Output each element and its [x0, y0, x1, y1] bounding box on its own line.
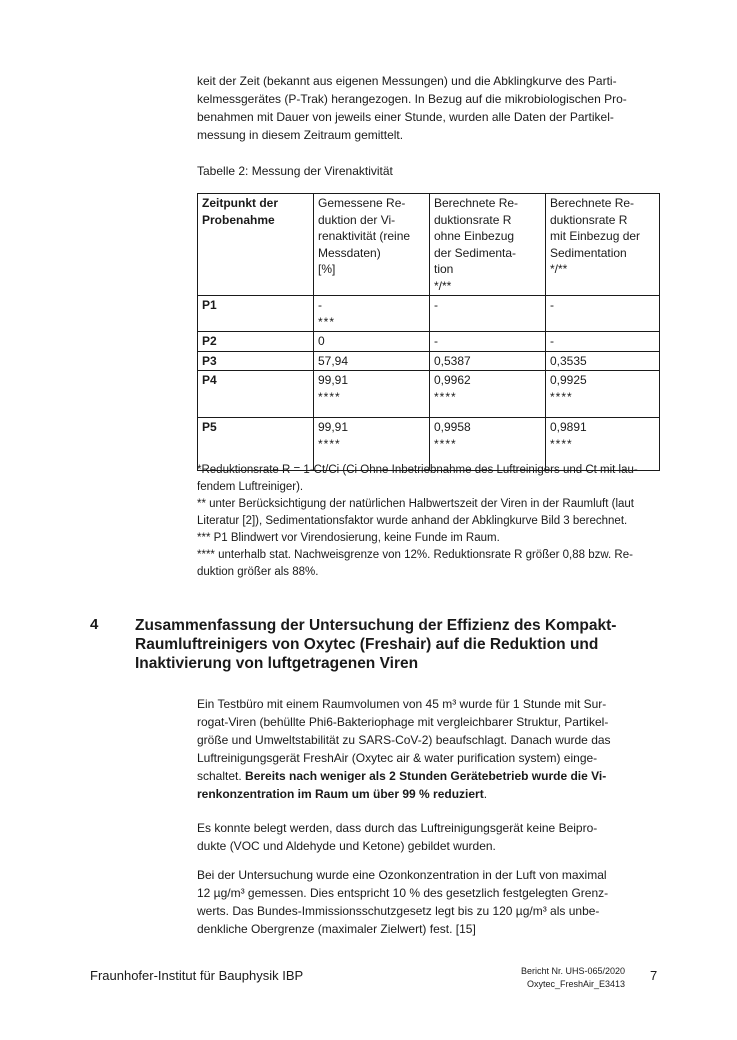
table-cell [430, 351, 546, 371]
footer-institute: Fraunhofer-Institut für Bauphysik IBP [90, 968, 304, 983]
row-label: P3 [198, 351, 314, 371]
header-line: Berechnete Re- [434, 196, 519, 210]
cell-value: - [434, 298, 438, 312]
table-row [198, 332, 660, 352]
cell-note: **** [550, 436, 573, 451]
text-line: 12 µg/m³ gemessen. Dies entspricht 10 % des gesetzlich festgelegten Grenz- [197, 886, 609, 900]
table-cell [546, 332, 660, 352]
header-line: der Sedimenta- [434, 245, 517, 260]
header-line: [%] [318, 262, 336, 276]
footnote-line: ** unter Berücksichtigung der natürlichen Halbwertszeit der Viren in der Raumluft (laut [197, 498, 635, 510]
cell-value: - [550, 298, 554, 312]
table-caption: Tabelle 2: Messung der Virenaktivität [197, 164, 393, 178]
page-number: 7 [650, 968, 658, 983]
text-line: keit der Zeit (bekannt aus eigenen Messungen) und die Abklingkurve des Parti- [197, 74, 617, 88]
table-header-row [198, 194, 660, 296]
header-line: Gemessene Re- [318, 196, 406, 210]
header-line: duktionsrate R [550, 212, 628, 227]
plain-text: schaltet. [197, 769, 246, 783]
footnote-line: **** unterhalb stat. Nachweisgrenze von 12%. Reduktionsrate R größer 0,88 bzw. Re- [197, 549, 633, 561]
table-cell [314, 332, 430, 352]
table-row [198, 371, 660, 418]
cell-value: 0 [318, 334, 325, 348]
cell-value: 0,9962 [434, 373, 471, 387]
footer-report-info [480, 965, 625, 991]
table-cell [430, 332, 546, 352]
cell-value: - [434, 334, 438, 348]
header-rate-with-sedimentation [546, 194, 660, 296]
table-cell [430, 296, 546, 332]
cell-value: 0,9958 [434, 420, 471, 434]
table-row [198, 296, 660, 332]
text-line: Bei der Untersuchung wurde eine Ozonkonzentration in der Luft von maximal [197, 868, 607, 882]
text-line: dukte (VOC und Aldehyde und Ketone) gebildet wurden. [197, 839, 496, 853]
summary-paragraph-2 [197, 819, 659, 855]
cell-note: *** [318, 314, 336, 329]
text-line: Ein Testbüro mit einem Raumvolumen von 45 m³ wurde für 1 Stunde mit Sur- [197, 697, 607, 711]
text-line: benahmen mit Dauer von jeweils einer Stunde, wurden alle Daten der Partikel- [197, 110, 614, 124]
section-number: 4 [90, 616, 99, 633]
cell-value: 0,5387 [434, 353, 471, 368]
header-line: tion [434, 262, 454, 276]
cell-note: **** [318, 389, 341, 404]
summary-paragraph-1 [197, 695, 659, 803]
cell-value: - [318, 298, 322, 312]
table-cell [314, 371, 430, 418]
row-label: P5 [198, 418, 314, 471]
cell-value: 99,91 [318, 373, 349, 387]
text-line: größe und Umweltstabilität zu SARS-CoV-2) beaufschlagt. Danach wurde das [197, 733, 611, 747]
footnote-line: duktion größer als 88%. [197, 566, 319, 578]
cell-value: 57,94 [318, 353, 349, 368]
text-line-mixed [197, 767, 659, 785]
table-row [198, 351, 660, 371]
heading-line: Inaktivierung von luftgetragenen Viren [135, 655, 419, 672]
row-label: P2 [198, 332, 314, 352]
cell-value: 0,9891 [550, 420, 587, 434]
heading-line: Zusammenfassung der Untersuchung der Effizienz des Kompakt- [135, 617, 617, 634]
bold-highlight: renkonzentration im Raum um über 99 % reduziert [197, 787, 484, 801]
cell-value: - [550, 334, 554, 348]
cell-note: **** [434, 436, 457, 451]
row-label: P4 [198, 371, 314, 418]
header-sampling-time [198, 194, 314, 296]
table-cell [314, 296, 430, 332]
footer-file-name: Oxytec_FreshAir_E3413 [526, 979, 625, 989]
footer-report-number: Bericht Nr. UHS-065/2020 [520, 966, 625, 976]
header-line: Sedimentation [550, 245, 627, 260]
footnote-line: *** P1 Blindwert vor Virendosierung, keine Funde im Raum. [197, 532, 500, 544]
intro-paragraph [197, 72, 659, 144]
table-cell [546, 296, 660, 332]
text-line: werts. Das Bundes-Immissionsschutzgesetz legt bis zu 120 µg/m³ als unbe- [197, 904, 600, 918]
header-measured-reduction [314, 194, 430, 296]
table-cell [430, 371, 546, 418]
virus-activity-table [197, 193, 660, 471]
cell-note: **** [550, 389, 573, 404]
summary-paragraph-3 [197, 866, 659, 938]
bold-highlight: Bereits nach weniger als 2 Stunden Gerätebetrieb wurde die Vi- [245, 769, 607, 783]
header-line: ohne Einbezug [434, 229, 515, 243]
table-cell [546, 371, 660, 418]
footnote-line: *Reduktionsrate R = 1-Ct/Ci (Ci Ohne Inbetriebnahme des Luftreinigers und Ct mit lau- [197, 464, 638, 476]
header-line: Berechnete Re- [550, 196, 635, 210]
header-rate-without-sedimentation [430, 194, 546, 296]
cell-value: 99,91 [318, 420, 349, 434]
footnote-line: fendem Luftreiniger). [197, 481, 304, 493]
header-line: */** [550, 262, 568, 276]
text-line: rogat-Viren (behüllte Phi6-Bakteriophage mit vergleichbarer Struktur, Partikel- [197, 715, 609, 729]
cell-note: **** [434, 389, 457, 404]
header-line: Probenahme [202, 212, 275, 227]
header-line: Zeitpunkt der [202, 196, 279, 210]
heading-line: Raumluftreinigers von Oxytec (Freshair) auf die Reduktion und [135, 636, 599, 653]
plain-text: . [483, 787, 488, 801]
cell-value: 0,9925 [550, 373, 587, 387]
header-line: renaktivität (reine [318, 229, 411, 243]
text-line-mixed [197, 785, 659, 803]
text-line: Es konnte belegt werden, dass durch das Luftreinigungsgerät keine Beipro- [197, 821, 598, 835]
table-cell [546, 351, 660, 371]
cell-value: 0,3535 [550, 353, 587, 368]
row-label: P1 [198, 296, 314, 332]
footnote-line: Literatur [2]), Sedimentationsfaktor wurde anhand der Abklingkurve Bild 3 berechnet. [197, 515, 628, 527]
text-line: kelmessgerätes (P-Trak) herangezogen. In Bezug auf die mikrobiologischen Pro- [197, 92, 627, 106]
table-cell [314, 351, 430, 371]
text-line: messung in diesem Zeitraum gemittelt. [197, 128, 404, 142]
header-line: duktionsrate R [434, 212, 512, 227]
table-footnotes [197, 462, 659, 581]
text-line: denkliche Obergrenze (maximaler Zielwert) fest. [15] [197, 922, 476, 936]
header-line: mit Einbezug der [550, 229, 641, 243]
header-line: */** [434, 278, 452, 293]
cell-note: **** [318, 436, 341, 451]
text-line: Luftreinigungsgerät FreshAir (Oxytec air & water purification system) einge- [197, 751, 598, 765]
header-line: duktion der Vi- [318, 212, 396, 227]
section-heading [135, 616, 665, 673]
header-line: Messdaten) [318, 245, 381, 260]
